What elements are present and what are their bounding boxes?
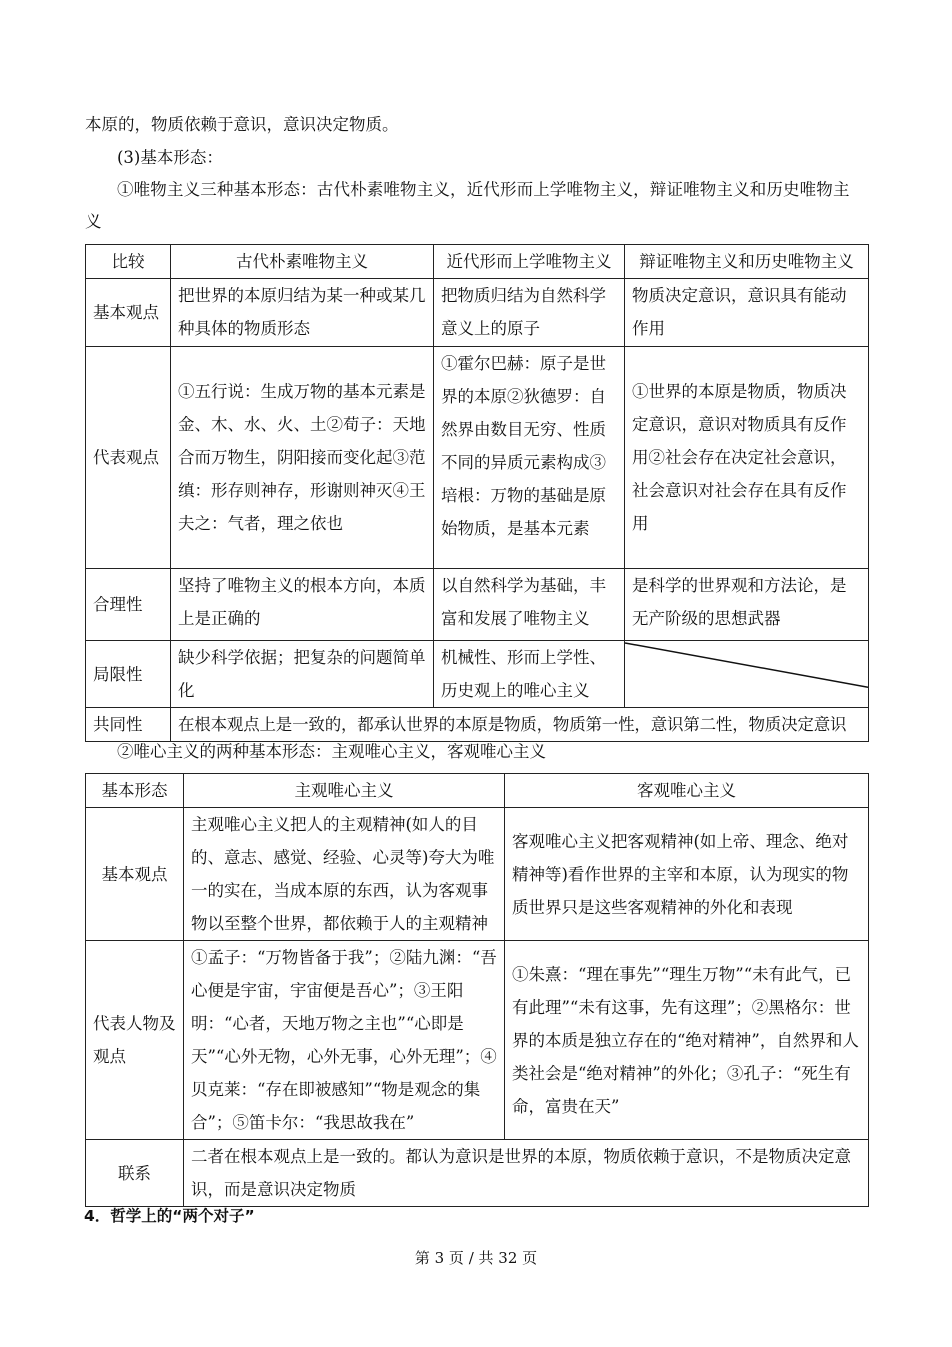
table-cell: 主观唯心主义把人的主观精神(如人的目的、意志、感觉、经验、心灵等)夸大为唯一的实在，当成本原的东西，认为客观事物以至整个世界，都依赖于人的主观精神: [184, 808, 505, 941]
idealism-intro: ②唯心主义的两种基本形态：主观唯心主义，客观唯心主义: [117, 742, 546, 761]
table-cell: 缺少科学依据；把复杂的问题简单化: [171, 641, 434, 708]
table-row: [86, 941, 869, 1140]
intro-line-3: ①唯物主义三种基本形态：古代朴素唯物主义，近代形而上学唯物主义，辩证唯物主义和历史唯物主: [117, 180, 850, 199]
intro-line-1: 本原的，物质依赖于意识，意识决定物质。: [85, 115, 399, 134]
row-label: 局限性: [86, 641, 171, 708]
table-cell: ①五行说：生成万物的基本元素是金、木、水、火、土②荀子：天地合而万物生，阴阳接而变化起③范缜：形存则神存，形谢则神灭④王夫之：气者，理之依也: [171, 347, 434, 569]
section-heading-4: 4．哲学上的“两个对子”: [84, 1207, 255, 1225]
intro-line-4: 义: [85, 212, 102, 231]
header-cell: 古代朴素唯物主义: [171, 245, 434, 279]
table-cell: ①孟子：“万物皆备于我”；②陆九渊：“吾心便是宇宙，宇宙便是吾心”；③王阳明：“心者，天地万物之主也”“心即是天”“心外无物，心外无事，心外无理”；④贝克莱：“存在即被感知”“物是观念的集合”；⑤笛卡尔：“我思故我在”: [184, 941, 505, 1140]
table-cell: ①世界的本原是物质，物质决定意识，意识对物质具有反作用②社会存在决定社会意识，社会意识对社会存在具有反作用: [625, 347, 869, 569]
table-row: [86, 641, 869, 708]
idealism-table: [85, 773, 869, 1207]
header-cell: 客观唯心主义: [505, 774, 869, 808]
table-cell: 机械性、形而上学性、历史观上的唯心主义: [434, 641, 625, 708]
header-cell: 基本形态: [86, 774, 184, 808]
header-cell: 比较: [86, 245, 171, 279]
row-label: 合理性: [86, 569, 171, 641]
table-header-row: [86, 774, 869, 808]
row-label: 共同性: [86, 708, 171, 742]
header-cell: 辩证唯物主义和历史唯物主义: [625, 245, 869, 279]
table-cell: 在根本观点上是一致的，都承认世界的本原是物质，物质第一性，意识第二性，物质决定意识: [171, 708, 869, 742]
page-footer: 第 3 页 / 共 32 页: [414, 1249, 538, 1267]
diagonal-line: [625, 641, 868, 707]
table-row: [86, 808, 869, 941]
table-row: [86, 279, 869, 347]
table-cell: ①霍尔巴赫：原子是世界的本原②狄德罗：自然界由数目无穷、性质不同的异质元素构成③培根：万物的基础是原始物质，是基本元素: [434, 347, 625, 569]
table-cell: 把物质归结为自然科学意义上的原子: [434, 279, 625, 347]
table-row: [86, 1140, 869, 1207]
header-cell: 主观唯心主义: [184, 774, 505, 808]
row-label: 基本观点: [86, 808, 184, 941]
row-label: 代表人物及观点: [86, 941, 184, 1140]
row-label: 基本观点: [86, 279, 171, 347]
table-row: [86, 569, 869, 641]
table-cell: ①朱熹：“理在事先”“理生万物”“未有此气，已有此理”“未有这事，先有这理”；②黑格尔：世界的本质是独立存在的“绝对精神”，自然界和人类社会是“绝对精神”的外化；③孔子：“死生有命，富贵在天”: [505, 941, 869, 1140]
table-cell: 是科学的世界观和方法论，是无产阶级的思想武器: [625, 569, 869, 641]
row-label: 代表观点: [86, 347, 171, 569]
materialism-table: [85, 244, 869, 742]
diagonal-empty-cell: [625, 641, 869, 708]
table-cell: 坚持了唯物主义的根本方向，本质上是正确的: [171, 569, 434, 641]
table-cell: 客观唯心主义把客观精神(如上帝、理念、绝对精神等)看作世界的主宰和本原，认为现实的物质世界只是这些客观精神的外化和表现: [505, 808, 869, 941]
table-cell: 把世界的本原归结为某一种或某几种具体的物质形态: [171, 279, 434, 347]
table-cell: 以自然科学为基础，丰富和发展了唯物主义: [434, 569, 625, 641]
table-header-row: [86, 245, 869, 279]
table-row: [86, 347, 869, 569]
intro-line-2: (3)基本形态：: [117, 148, 223, 167]
row-label: 联系: [86, 1140, 184, 1207]
table-cell: 二者在根本观点上是一致的。都认为意识是世界的本原，物质依赖于意识，不是物质决定意识，而是意识决定物质: [184, 1140, 869, 1207]
header-cell: 近代形而上学唯物主义: [434, 245, 625, 279]
table-row: [86, 708, 869, 742]
table-cell: 物质决定意识，意识具有能动作用: [625, 279, 869, 347]
